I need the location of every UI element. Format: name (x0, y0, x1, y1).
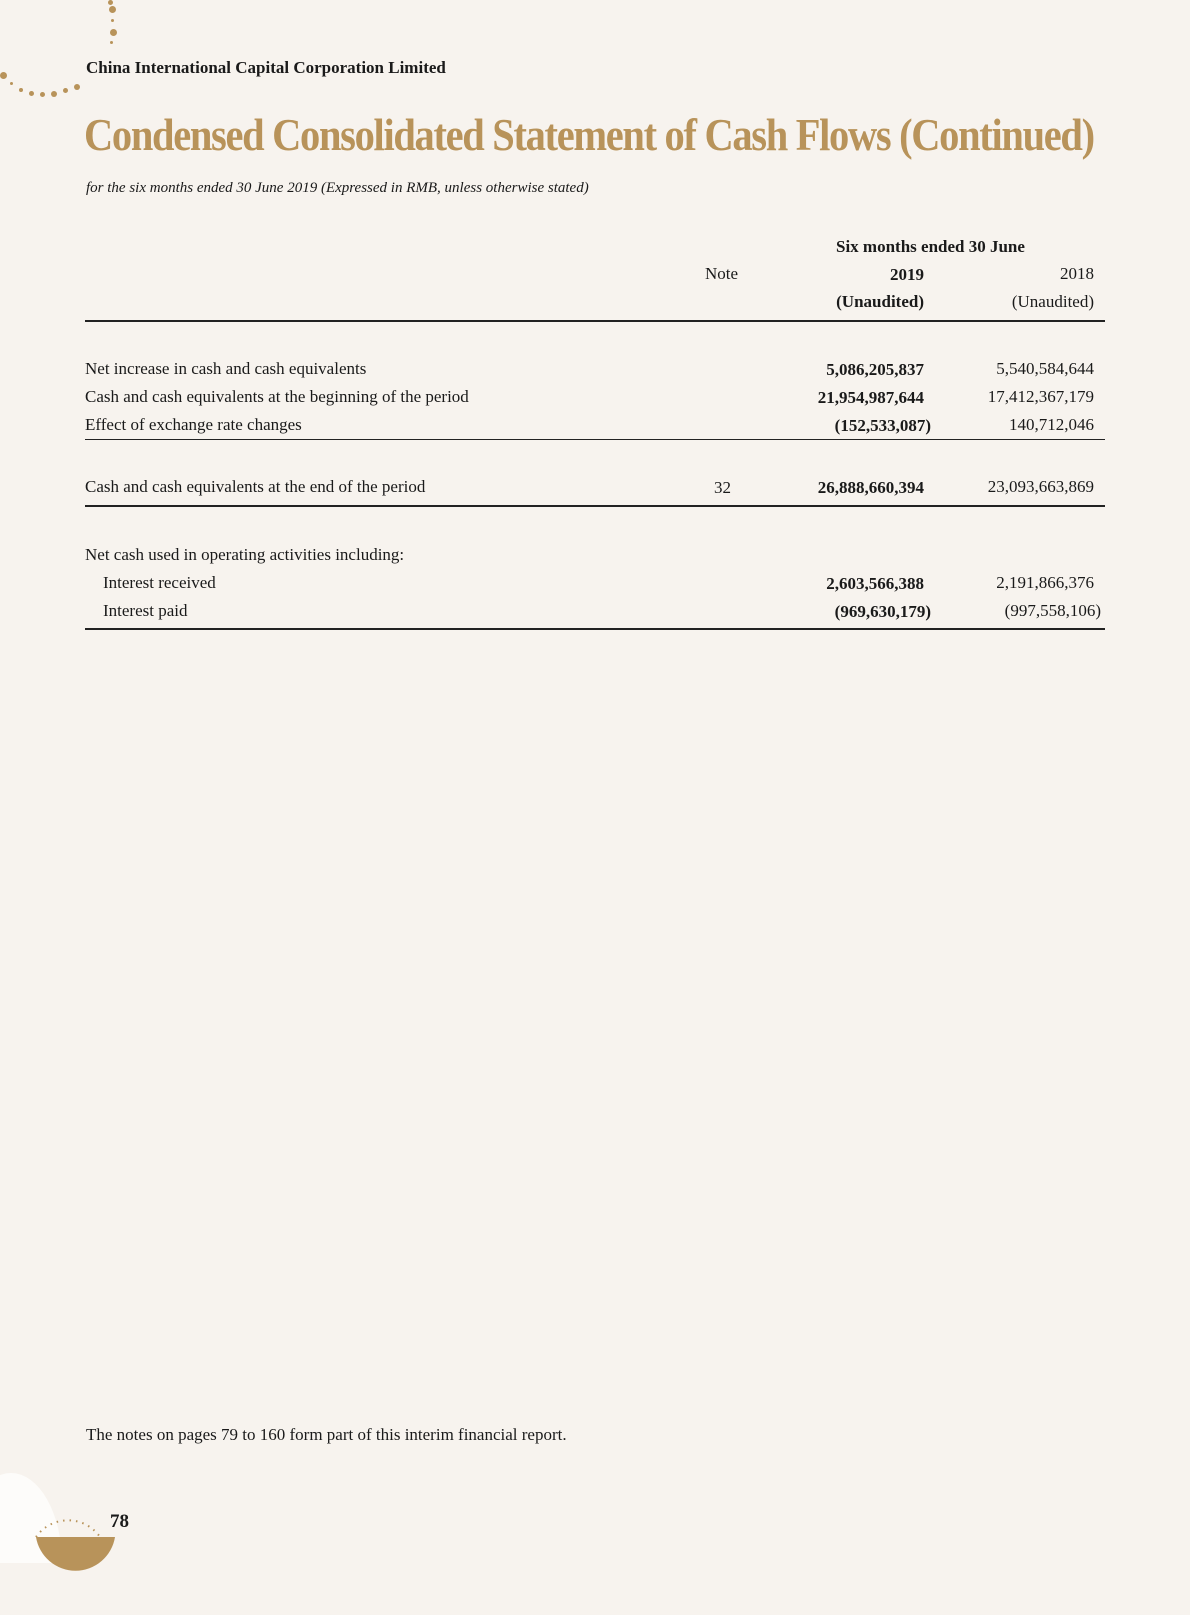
value-2019: 21,954,987,644 (817, 388, 924, 407)
total-rule (85, 505, 1105, 507)
page-number: 78 (110, 1511, 129, 1532)
header-rule (85, 320, 1105, 322)
value-2019: (152,533,087) (834, 416, 931, 435)
col-2018-header: 2018 (1060, 264, 1094, 283)
row-label: Net cash used in operating activities including: (85, 545, 405, 564)
value-2019: 5,086,205,837 (826, 360, 924, 379)
value-2018: 23,093,663,869 (987, 477, 1094, 496)
note-header: Note (705, 264, 739, 283)
footer-note: The notes on pages 79 to 160 form part of this interim financial report. (86, 1425, 567, 1444)
value-2019: 2,603,566,388 (826, 574, 924, 593)
value-2018: 2,191,866,376 (996, 573, 1094, 592)
row-label: Cash and cash equivalents at the end of the period (85, 477, 426, 496)
value-2019: (969,630,179) (834, 602, 931, 621)
col-2019-status: (Unaudited) (836, 292, 924, 311)
page-subtitle: for the six months ended 30 June 2019 (Expressed in RMB, unless otherwise stated) (86, 180, 589, 196)
row-label: Interest received (103, 573, 216, 592)
row-note: 32 (714, 478, 731, 497)
value-2018: 17,412,367,179 (987, 387, 1094, 406)
page-emblem-icon (30, 1495, 120, 1590)
row-label: Interest paid (103, 601, 188, 620)
row-label: Cash and cash equivalents at the beginning of the period (85, 387, 469, 406)
value-2018: 5,540,584,644 (996, 359, 1094, 378)
subtotal-rule (85, 439, 1105, 440)
value-2018: 140,712,046 (1009, 415, 1094, 434)
company-name: China International Capital Corporation Limited (86, 58, 446, 77)
value-2018: (997,558,106) (1004, 601, 1101, 620)
value-2019: 26,888,660,394 (817, 478, 924, 497)
end-rule (85, 628, 1105, 630)
period-header: Six months ended 30 June (836, 237, 1025, 256)
page-title: Condensed Consolidated Statement of Cash Flows (Continued) (84, 109, 1094, 160)
col-2019-header: 2019 (890, 265, 924, 284)
row-label: Effect of exchange rate changes (85, 415, 302, 434)
col-2018-status: (Unaudited) (1011, 292, 1094, 311)
row-label: Net increase in cash and cash equivalents (85, 359, 367, 378)
